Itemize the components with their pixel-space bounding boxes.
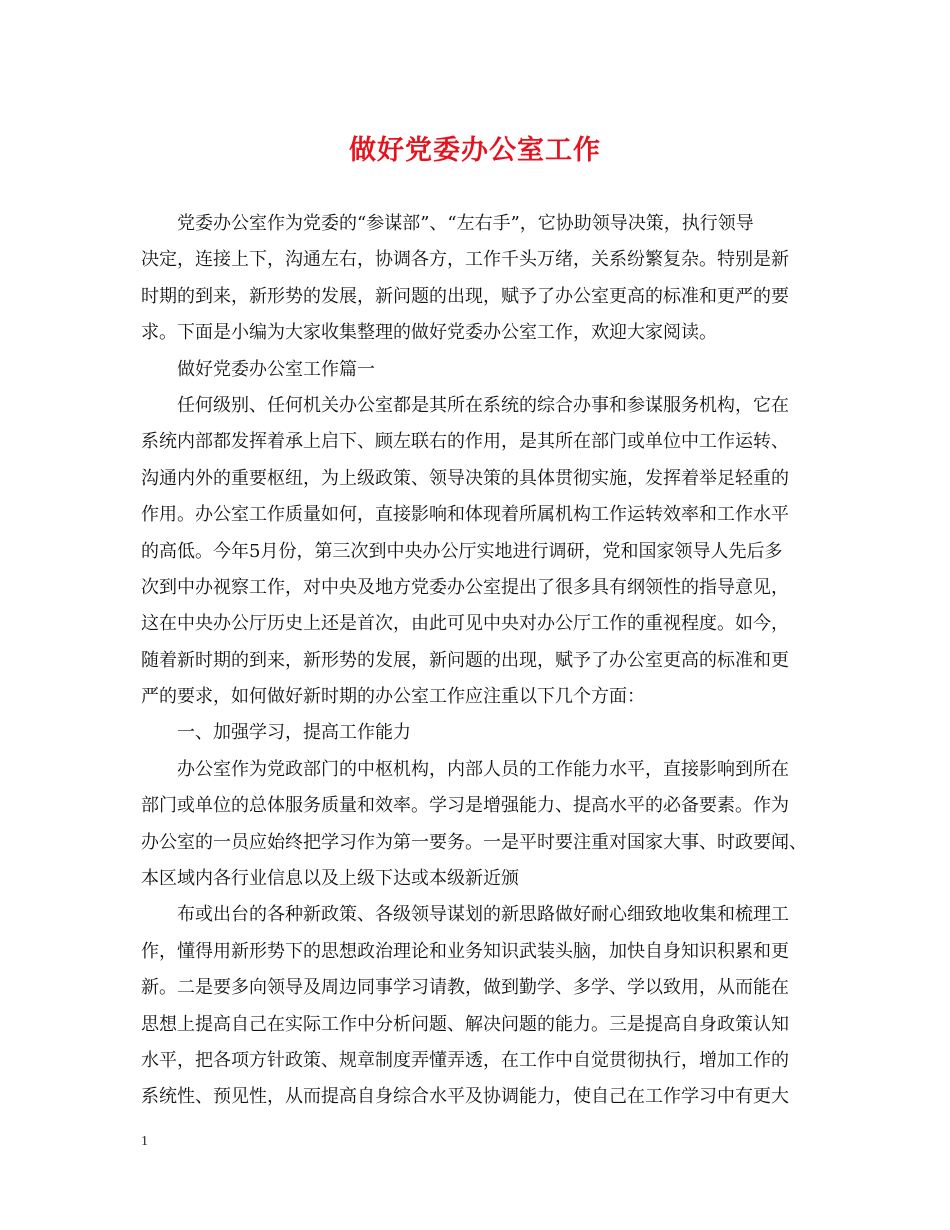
paragraph-line: 求。下面是小编为大家收集整理的做好党委办公室工作，欢迎大家阅读。 bbox=[141, 322, 717, 344]
paragraph-line: 作，懂得用新形势下的思想政治理论和业务知识武装头脑，加快自身知识积累和更 bbox=[141, 940, 789, 962]
paragraph-line: 党委办公室作为党委的“参谋部”、“左右手”，它协助领导决策，执行领导 bbox=[177, 213, 754, 234]
paragraph-line: 次到中办视察工作，对中央及地方党委办公室提出了很多具有纲领性的指导意见， bbox=[141, 576, 789, 598]
paragraph-line: 本区域内各行业信息以及上级下达或本级新近颁 bbox=[141, 868, 519, 890]
paragraph-line: 任何级别、任何机关办公室都是其所在系统的综合办事和参谋服务机构，它在 bbox=[177, 394, 789, 416]
page-number: 1 bbox=[141, 1134, 148, 1149]
paragraph-line: 决定，连接上下，沟通左右，协调各方，工作千头万绪，关系纷繁复杂。特别是新 bbox=[141, 249, 789, 271]
document-title: 做好党委办公室工作 bbox=[349, 135, 601, 166]
paragraph-line: 办公室作为党政部门的中枢机构，内部人员的工作能力水平，直接影响到所在 bbox=[177, 758, 789, 780]
paragraph-line: 办公室的一员应始终把学习作为第一要务。一是平时要注重对国家大事、时政要闻、 bbox=[141, 831, 807, 853]
paragraph-line: 系统内部都发挥着承上启下、顾左联右的作用，是其所在部门或单位中工作运转、 bbox=[141, 431, 789, 453]
paragraph-line: 时期的到来，新形势的发展，新问题的出现，赋予了办公室更高的标准和更严的要 bbox=[141, 285, 789, 307]
paragraph-line: 水平，把各项方针政策、规章制度弄懂弄透，在工作中自觉贯彻执行，增加工作的 bbox=[141, 1049, 789, 1071]
paragraph-line: 布或出台的各种新政策、各级领导谋划的新思路做好耐心细致地收集和梳理工 bbox=[177, 904, 789, 926]
paragraph-line: 新。二是要多向领导及周边同事学习请教，做到勤学、多学、学以致用，从而能在 bbox=[141, 977, 789, 999]
paragraph-line: 随着新时期的到来，新形势的发展，新问题的出现，赋予了办公室更高的标准和更 bbox=[141, 649, 789, 671]
paragraph-line: 这在中央办公厅历史上还是首次，由此可见中央对办公厅工作的重视程度。如今， bbox=[141, 613, 789, 635]
paragraph-line: 部门或单位的总体服务质量和效率。学习是增强能力、提高水平的必备要素。作为 bbox=[141, 795, 789, 817]
section-heading: 一、加强学习，提高工作能力 bbox=[177, 722, 411, 744]
paragraph-line: 严的要求，如何做好新时期的办公室工作应注重以下几个方面： bbox=[141, 686, 645, 708]
paragraph-line: 系统性、预见性，从而提高自身综合水平及协调能力，使自己在工作学习中有更大 bbox=[141, 1086, 789, 1108]
section-heading: 做好党委办公室工作篇一 bbox=[177, 358, 375, 380]
paragraph-line: 作用。办公室工作质量如何，直接影响和体现着所属机构工作运转效率和工作水平 bbox=[141, 504, 789, 526]
paragraph-line: 的高低。今年5月份，第三次到中央办公厅实地进行调研，党和国家领导人先后多 bbox=[141, 540, 783, 562]
paragraph-line: 沟通内外的重要枢纽，为上级政策、领导决策的具体贯彻实施，发挥着举足轻重的 bbox=[141, 467, 789, 489]
paragraph-line: 思想上提高自己在实际工作中分析问题、解决问题的能力。三是提高自身政策认知 bbox=[141, 1013, 789, 1035]
document-body bbox=[141, 206, 811, 1116]
